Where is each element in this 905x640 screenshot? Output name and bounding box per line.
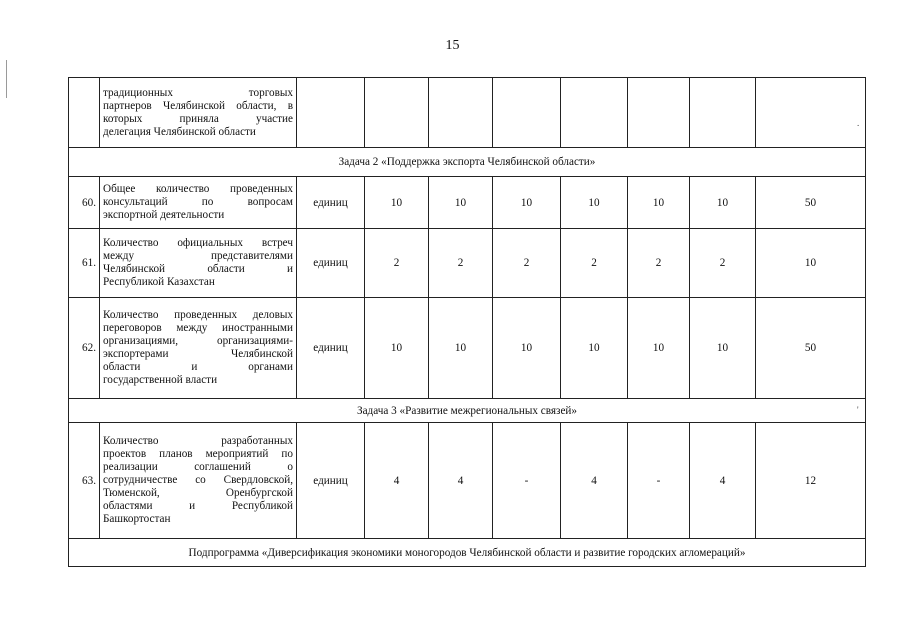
description-line: сотрудничестве со Свердловской, (103, 474, 293, 486)
unit-cell: единиц (297, 229, 365, 298)
description-line: Количество официальных встреч (103, 237, 293, 249)
description-line: между представителями (103, 250, 293, 262)
table-row (69, 298, 866, 399)
description-line: экспортерами Челябинской (103, 348, 293, 360)
description-line: консультаций по вопросам (103, 196, 293, 208)
value-cell: 4 (429, 423, 493, 539)
value-cell: 2 (561, 229, 628, 298)
value-cell: 10 (628, 298, 690, 399)
section-title: Подпрограмма «Диверсификация экономики моногородов Челябинской области и развитие городских агломераций» (69, 539, 866, 567)
description-line: реализации соглашений о (103, 461, 293, 473)
value-cell: - (493, 423, 561, 539)
total-cell: 10 (756, 229, 866, 298)
row-number: 61. (69, 229, 100, 298)
indicators-table (68, 77, 866, 567)
table-row (69, 229, 866, 298)
value-cell: 10 (429, 177, 493, 229)
unit-cell: единиц (297, 423, 365, 539)
value-cell: 10 (690, 298, 756, 399)
section-title: Задача 2 «Поддержка экспорта Челябинской области» (69, 148, 866, 177)
value-cell: - (628, 423, 690, 539)
value-cell: 2 (628, 229, 690, 298)
value-cell: 10 (429, 298, 493, 399)
description-line: государственной власти (103, 374, 218, 386)
value-cell: 2 (493, 229, 561, 298)
scan-dot: . (857, 118, 860, 128)
value-cell: 2 (690, 229, 756, 298)
description-line: которых приняла участие (103, 112, 293, 125)
value-cell: 10 (365, 298, 429, 399)
description-line: переговоров между иностранными (103, 322, 293, 334)
value-cell: 10 (493, 298, 561, 399)
description-line: традиционных торговых (103, 86, 293, 99)
value-cell (493, 78, 561, 148)
indicator-description (100, 229, 297, 298)
indicator-description (100, 298, 297, 399)
unit-cell (297, 78, 365, 148)
scan-dot: ' (857, 405, 859, 415)
value-cell: 10 (561, 177, 628, 229)
table-row (69, 78, 866, 148)
description-line: областями и Республикой (103, 500, 293, 512)
section-title: Задача 3 «Развитие межрегиональных связей» (69, 399, 866, 423)
description-line: Количество разработанных (103, 435, 293, 447)
margin-mark (6, 60, 7, 98)
total-cell (756, 78, 866, 148)
value-cell (628, 78, 690, 148)
page-number: 15 (445, 38, 460, 53)
section-row (69, 148, 866, 177)
row-number: 63. (69, 423, 100, 539)
indicator-description (100, 78, 297, 148)
value-cell (690, 78, 756, 148)
value-cell: 10 (628, 177, 690, 229)
value-cell: 10 (365, 177, 429, 229)
value-cell (561, 78, 628, 148)
value-cell: 10 (493, 177, 561, 229)
description-line: Челябинской области и (103, 263, 293, 275)
value-cell: 4 (690, 423, 756, 539)
total-cell: 50 (756, 177, 866, 229)
table-row (69, 177, 866, 229)
value-cell: 10 (690, 177, 756, 229)
total-cell: 12 (756, 423, 866, 539)
row-number: 62. (69, 298, 100, 399)
value-cell: 2 (365, 229, 429, 298)
description-line: Башкортостан (103, 513, 171, 525)
row-number: 60. (69, 177, 100, 229)
description-line: проектов планов мероприятий по (103, 448, 293, 460)
row-number (69, 78, 100, 148)
description-line: Тюменской, Оренбургской (103, 487, 293, 499)
table-row (69, 423, 866, 539)
description-line: Республикой Казахстан (103, 276, 215, 288)
description-line: области и органами (103, 361, 293, 373)
description-line: организациями, организациями- (103, 335, 293, 347)
indicator-description (100, 177, 297, 229)
description-line: экспортной деятельности (103, 209, 225, 221)
description-line: партнеров Челябинской области, в (103, 99, 293, 112)
value-cell: 4 (365, 423, 429, 539)
value-cell (365, 78, 429, 148)
value-cell: 4 (561, 423, 628, 539)
value-cell: 10 (561, 298, 628, 399)
unit-cell: единиц (297, 298, 365, 399)
section-row (69, 539, 866, 567)
total-cell: 50 (756, 298, 866, 399)
value-cell: 2 (429, 229, 493, 298)
unit-cell: единиц (297, 177, 365, 229)
description-line: Количество проведенных деловых (103, 309, 293, 321)
description-line: Общее количество проведенных (103, 183, 293, 195)
indicator-description (100, 423, 297, 539)
section-row (69, 399, 866, 423)
value-cell (429, 78, 493, 148)
description-line: делегация Челябинской области (103, 125, 256, 138)
